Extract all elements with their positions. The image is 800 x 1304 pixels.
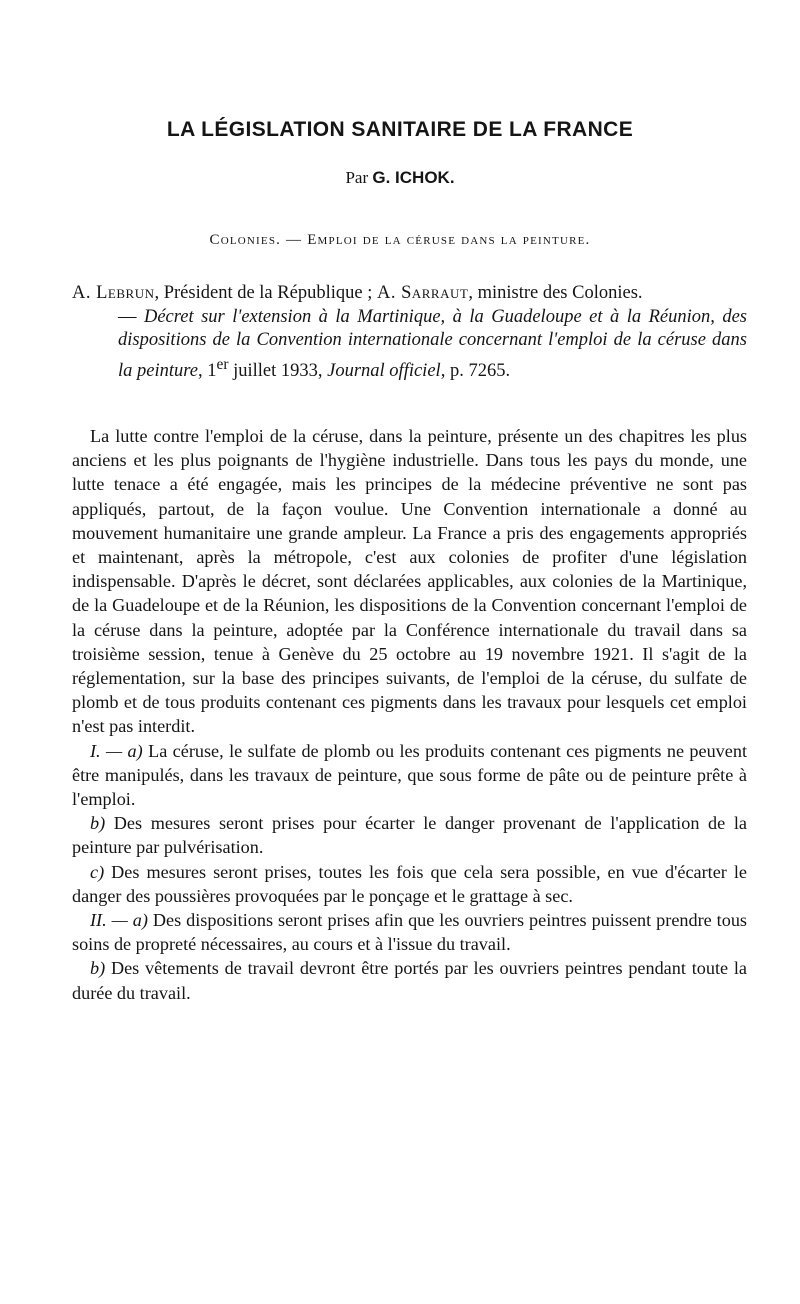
paragraph-text: Des mesures seront prises pour écarter le danger provenant de l'application de la peinture par pulvérisation. <box>72 813 747 858</box>
paragraph <box>72 860 747 908</box>
paragraph-text: La lutte contre l'emploi de la céruse, dans la peinture, présente un des chapitres les plus anciens et les plus poignants de l'hygiène industrielle. Dans tous les pays du monde, une lutte tenace a été engagée, mais les principes de la médecine préventive ne sont pas appliqués, partout, de la façon voulue. Une Convention internationale a donné au mouvement humanitaire une grande ampleur. La France a pris des engagements appropriés et maintenant, après la métropole, c'est aux colonies de profiter d'une législation indispensable. D'après le décret, sont déclarées applicables, aux colonies de la Martinique, de la Guadeloupe et de la Réunion, les dispositions de la Convention concernant l'emploi de la céruse dans la peinture, adoptée par la Conférence internationale du travail dans sa troisième session, tenue à Genève du 25 octobre au 19 novembre 1921. Il s'agit de la réglementation, sur la base des principes suivants, de l'emploi de la céruse, du sulfate de plomb et de tous produits contenant ces pigments dans les travaux pour lesquels cet emploi n'est pas interdit. <box>72 426 747 737</box>
article-body <box>72 424 747 1005</box>
paragraph-label: b) <box>90 958 106 979</box>
paragraph-label: b) <box>90 813 106 834</box>
paragraph <box>72 908 747 956</box>
decree-president-role: , Président de la République ; <box>154 283 377 303</box>
paragraph <box>72 424 747 739</box>
decree-page: , p. 7265. <box>440 360 511 381</box>
decree-president: A. Lebrun <box>72 283 155 303</box>
section-heading: Colonies. — Emploi de la céruse dans la peinture. <box>209 232 591 248</box>
paragraph-text: Des mesures seront prises, toutes les fois que cela sera possible, en vue d'écarter le danger des poussières provoquées par le ponçage et le grattage à sec. <box>72 861 747 906</box>
decree-reference <box>72 282 747 384</box>
paragraph <box>72 811 747 859</box>
paragraph-text: Des dispositions seront prises afin que les ouvriers peintres puissent prendre tous soins de propreté nécessaires, au cours et à l'issue du travail. <box>72 910 747 955</box>
paragraph-label: II. — a) <box>90 910 148 931</box>
author-line <box>0 168 800 188</box>
decree-minister-role: , ministre des Colonies. <box>468 283 643 303</box>
paragraph <box>72 739 747 812</box>
decree-minister: A. Sarraut <box>376 283 469 303</box>
author-prefix: Par <box>345 168 369 187</box>
decree-date-sup: er <box>216 355 229 373</box>
decree-details <box>72 306 747 384</box>
decree-dash: — <box>118 306 144 327</box>
decree-date-prefix: , 1 <box>197 360 217 381</box>
paragraph-label: I. — a) <box>90 740 143 761</box>
author-name: G. ICHOK. <box>372 168 455 187</box>
decree-date-rest: juillet 1933, <box>228 360 328 381</box>
decree-title: Décret sur l'extension à la Martinique, à la Guadeloupe et à la Réunion, des dispositions de la Convention internationale concernant l'emploi de la céruse dans la peinture <box>118 306 747 381</box>
article-title: LA LÉGISLATION SANITAIRE DE LA FRANCE <box>166 118 634 141</box>
paragraph-text: La céruse, le sulfate de plomb ou les produits contenant ces pigments ne peuvent être manipulés, dans les travaux de peinture, que sous forme de pâte ou de peinture prête à l'emploi. <box>72 740 747 810</box>
paragraph-label: c) <box>90 861 105 882</box>
paragraph-text: Des vêtements de travail devront être portés par les ouvriers peintres pendant toute la durée du travail. <box>72 958 747 1003</box>
decree-journal: Journal officiel <box>327 360 441 381</box>
paragraph <box>72 956 747 1004</box>
